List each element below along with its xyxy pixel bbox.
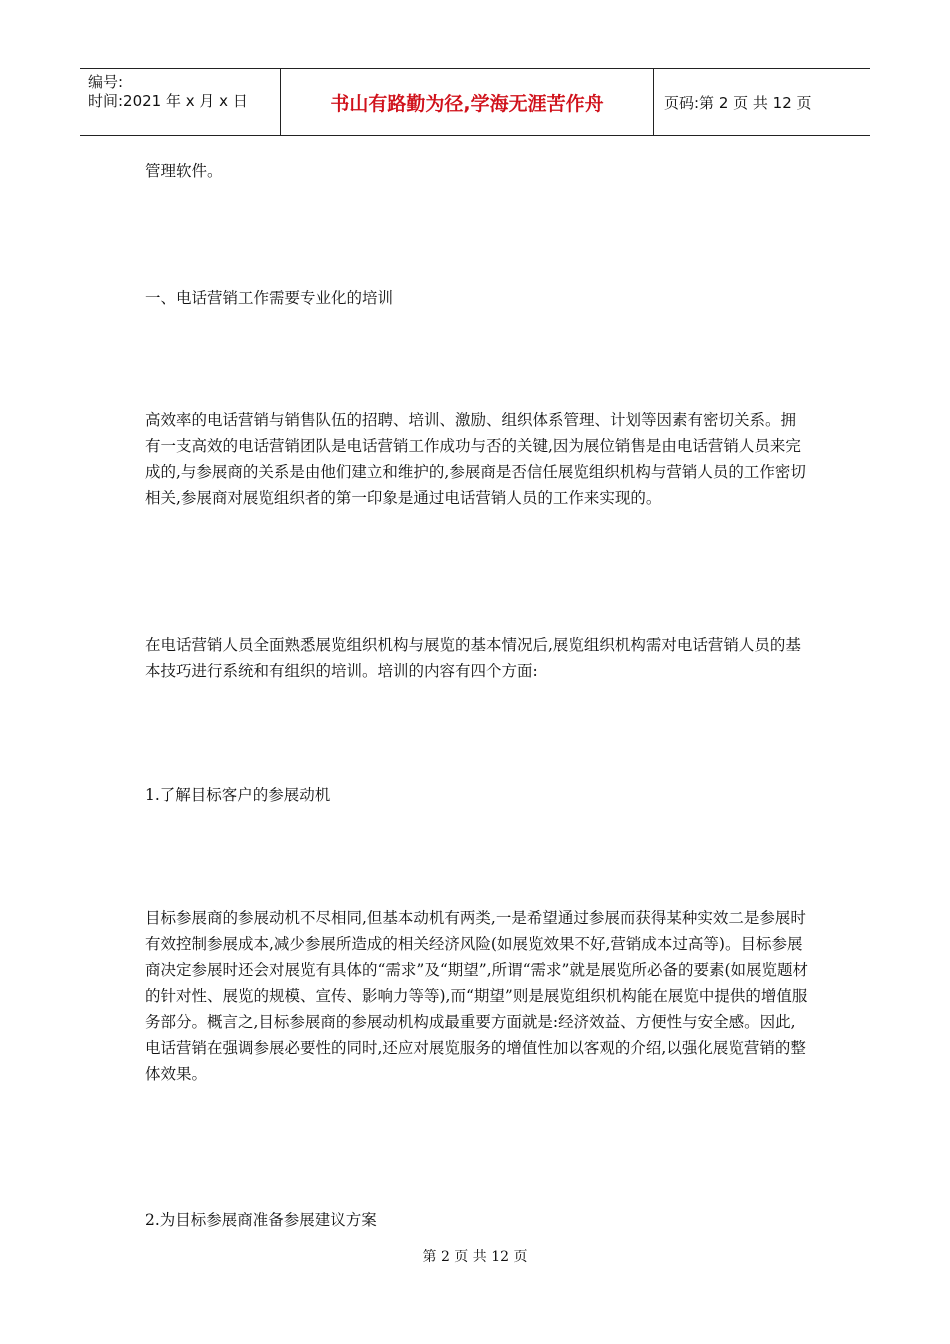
- page-header: [80, 68, 870, 136]
- paragraph-team: 高效率的电话营销与销售队伍的招聘、培训、激励、组织体系管理、计划等因素有密切关系。拥有一支高效的电话营销团队是电话营销工作成功与否的关键,因为展位销售是由电话营销人员来完成的,与参展商的关系是由他们建立和维护的,参展商是否信任展览组织机构与营销人员的工作密切相关,参展商对展览组织者的第一印象是通过电话营销人员的工作来实现的。: [145, 411, 806, 507]
- subheading-2: 2.为目标参展商准备参展建议方案: [145, 1211, 377, 1229]
- paragraph-motivation: 目标参展商的参展动机不尽相同,但基本动机有两类,一是希望通过参展而获得某种实效二是参展时有效控制参展成本,减少参展所造成的相关经济风险(如展览效果不好,营销成本过高等)。目标参展商决定参展时还会对展览有具体的“需求”及“期望”,所谓“需求”就是展览所必备的要素(如展览题材的针对性、展览的规模、宣传、影响力等等),而“期望”则是展览组织机构能在展览中提供的增值服务部分。概言之,目标参展商的参展动机构成最重要方面就是:经济效益、方便性与安全感。因此,电话营销在强调参展必要性的同时,还应对展览服务的增值性加以客观的介绍,以强化展览营销的整体效果。: [145, 909, 809, 1083]
- paragraph-training: 在电话营销人员全面熟悉展览组织机构与展览的基本情况后,展览组织机构需对电话营销人员的基本技巧进行系统和有组织的培训。培训的内容有四个方面:: [145, 636, 801, 680]
- header-page-label: 页码:第 2 页 共 12 页: [664, 93, 812, 112]
- header-motto: 书山有路勤为径,学海无涯苦作舟: [281, 69, 654, 135]
- subheading-1: 1.了解目标客户的参展动机: [145, 786, 331, 804]
- page-footer: 第 2 页 共 12 页: [422, 1249, 528, 1265]
- time-label: 时间:2021 年 x 月 x 日: [88, 92, 248, 110]
- number-label: 编号:: [88, 73, 124, 91]
- section-heading-1: 一、电话营销工作需要专业化的培训: [145, 289, 394, 307]
- paragraph-intro: 管理软件。: [145, 162, 223, 180]
- header-meta: [80, 69, 281, 135]
